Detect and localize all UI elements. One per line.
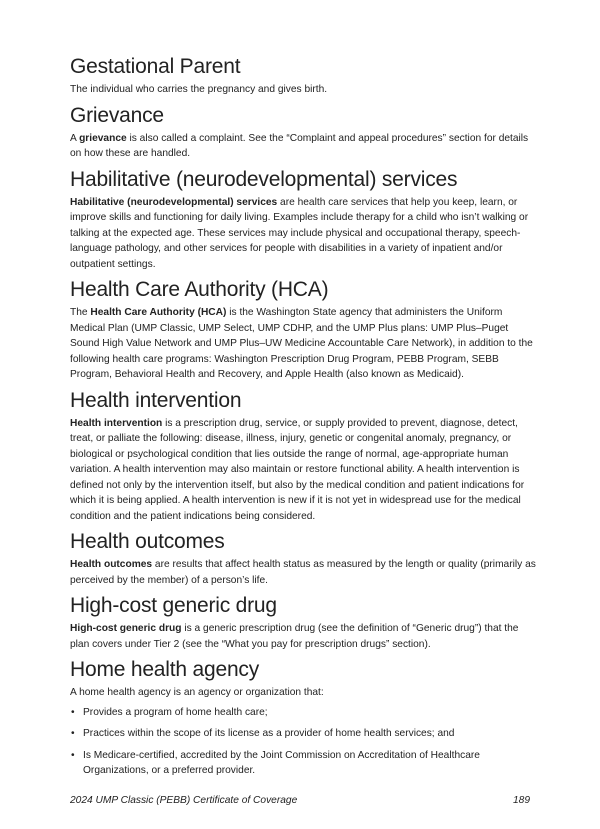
definition-text: A home health agency is an agency or organization that: — [70, 687, 324, 698]
section-home-health-agency — [70, 658, 536, 779]
definition-text: High-cost generic drug is a generic prescription drug (see the definition of “Generic drug”) that the plan covers under Tier 2 (see the “What you pay for prescription drugs” section). — [70, 623, 519, 650]
list-item: • Practices within the scope of its license as a provider of home health services; and — [70, 726, 536, 742]
term-heading: Health outcomes — [70, 530, 225, 553]
requirements-list — [70, 705, 536, 779]
definition-text: Health intervention is a prescription drug, service, or supply provided to prevent, diagnose, detect, treat, or palliate the following: disease, illness, injury, genetic or congenital anomaly, pregnancy, or biological or psychological condition that lies outside the range of normal, age-appropriate human variation. A health intervention may also maintain or restore functional ability. A health intervention is defined not only by the intervention itself, but also by the medical condition and patient indications for which it is being applied. A health intervention is new if it is not yet in widespread use for the medical condition and the patient indications being considered. — [70, 417, 525, 522]
definition-text: The Health Care Authority (HCA) is the Washington State agency that administers the Uniform Medical Plan (UMP Classic, UMP Select, UMP CDHP, and the UMP Plus plans: UMP Plus–Puget Sound High Value Network and UMP Plus–UW Medicine Accountable Care Network), in addition to the following health care programs: Washington Prescription Drug Program, PEBB Program, SEBB Program, Behavioral Health and Recovery, and Apple Health (also known as Medicaid). — [70, 307, 533, 380]
definition-text: Health outcomes are results that affect health status as measured by the length or quality (primarily as perceived by the member) of a person’s life. — [70, 559, 536, 586]
section-health-intervention — [70, 389, 536, 525]
page-footer — [70, 793, 530, 809]
section-gestational-parent — [70, 55, 536, 98]
term-heading: Gestational Parent — [70, 55, 241, 78]
section-high-cost-generic-drug — [70, 594, 536, 652]
term-heading: Health intervention — [70, 388, 242, 412]
term-heading: Health Care Authority (HCA) — [70, 278, 329, 301]
term-heading: High-cost generic drug — [70, 594, 277, 617]
section-grievance — [70, 104, 536, 162]
term-heading: Home health agency — [70, 658, 260, 681]
list-item: • Provides a program of home health care; — [70, 705, 536, 721]
section-habilitative-services — [70, 168, 536, 273]
section-health-outcomes — [70, 530, 536, 588]
definition-text: A grievance is also called a complaint. See the “Complaint and appeal procedures” section for details on how these are handled. — [70, 132, 529, 159]
section-health-care-authority — [70, 278, 536, 383]
list-item: • Is Medicare-certified, accredited by the Joint Commission on Accreditation of Healthcare Organizations, or a preferred provider. — [70, 748, 536, 779]
page-number: 189 — [513, 794, 530, 806]
term-heading: Grievance — [70, 103, 164, 127]
definition-text: The individual who carries the pregnancy and gives birth. — [70, 84, 328, 95]
term-heading: Habilitative (neurodevelopmental) services — [70, 167, 458, 191]
definition-text: Habilitative (neurodevelopmental) services are health care services that help you keep, learn, or improve skills and functioning for daily living. Examples include therapy for a child who isn’t walking or talking at the expected age. These services may include physical and occupational therapy, speech-language pathology, and other services for people with disabilities in a variety of inpatient and/or outpatient settings. — [70, 196, 529, 270]
document-title: 2024 UMP Classic (PEBB) Certificate of Coverage — [70, 794, 298, 806]
